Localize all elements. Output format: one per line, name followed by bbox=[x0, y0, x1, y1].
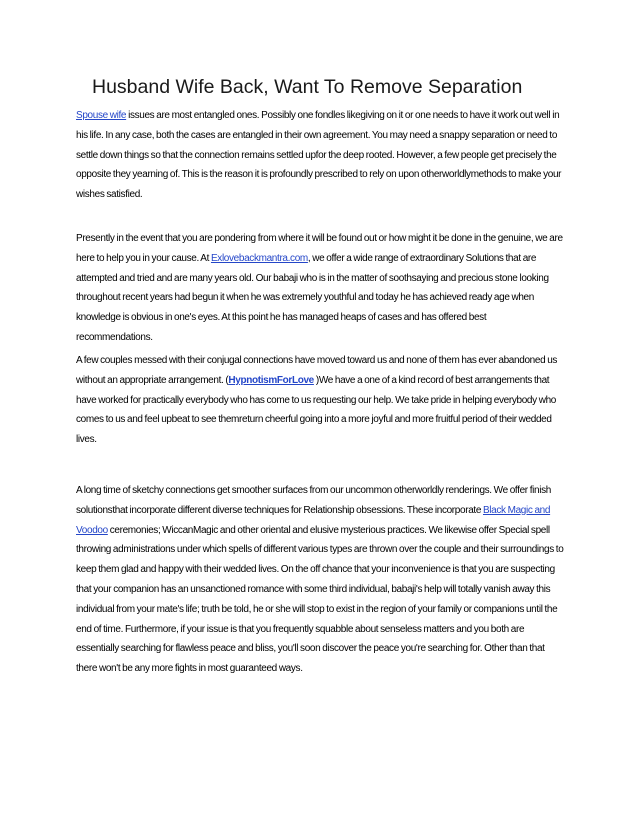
exlovebackmantra-link[interactable]: Exlovebackmantra.com bbox=[210, 252, 308, 264]
paragraph-3-text-before: A few couples messed with their conjugal connections have moved toward us and none of them has ever abandoned us without an appropriate arrangement. ( bbox=[76, 355, 558, 386]
paragraph-4-text-after: ceremonies; WiccanMagic and other oriental and elusive mysterious practices. We likewise offer Special spell throwing administrations under which spells of different various types are thrown over the couple and their surroundings to keep them glad and happy with their wedded lives. On the off chance that your inconvenience is that you are suspecting that your companion has an unsanctioned romance with some third individual, babaji's help will totally vanish away this individual from your mate's life; truth be told, he or she will stop to exist in the region of your family or companions until the end of time. Furthermore, if your issue is that you frequently squabble about senseless matters and you both are essentially searching for flawless peace and bliss, you'll soon discover the peace you're searching for. Other than that there won't be any more fights in most guaranteed ways. bbox=[76, 524, 564, 675]
black-magic-voodoo-link[interactable]: Black Magic and Voodoo bbox=[76, 504, 551, 536]
paragraph-1 bbox=[76, 106, 564, 205]
hypnotism-for-love-link[interactable]: HypnotismForLove bbox=[228, 374, 314, 386]
paragraph-2 bbox=[76, 229, 564, 348]
spouse-wife-link[interactable]: Spouse wife bbox=[76, 110, 127, 121]
paragraph-2-text-before: Presently in the event that you are pondering from where it will be found out or how might it be done in the genuine, we are here to help you in your cause. At bbox=[76, 233, 563, 264]
paragraph-3 bbox=[76, 351, 564, 450]
page-title: Husband Wife Back, Want To Remove Separation bbox=[92, 76, 523, 98]
paragraph-2-text-after: , we offer a wide range of extraordinary Solutions that are attempted and tried and are many years old. Our babaji who is in the matter of soothsaying and precious stone looking throughout recent years had begun it when he was extremely youthful and today he has achieved ready age when knowledge is obvious in one's eyes. At this point he has managed heaps of cases and has offered best recommendations. bbox=[76, 252, 549, 343]
paragraph-4-text-before: A long time of sketchy connections get smoother surfaces from our uncommon otherworldly renderings. We offer finish solutionsthat incorporate different diverse techniques for Relationship obsessions. These incorporate bbox=[76, 485, 551, 516]
paragraph-4 bbox=[76, 481, 564, 679]
paragraph-1-text: issues are most entangled ones. Possibly one fondles likegiving on it or one needs to have it work out well in his life. In any case, both the cases are entangled in their own agreement. You may need a snappy separation or need to settle down things so that the connection remains settled upfor the deep rooted. However, a few people get precisely the opposite they yearning of. This is the reason it is profoundly prescribed to rely on upon otherworldlymethods to make your wishes satisfied. bbox=[76, 110, 562, 201]
paragraph-3-text-after: )We have a one of a kind record of best arrangements that have worked for practically everybody who has come to us requesting our help. We take pride in helping everybody who comes to us and feel upbeat to see themreturn cheerful going into a more joyful and more fruitful period of their wedded lives. bbox=[76, 374, 557, 446]
